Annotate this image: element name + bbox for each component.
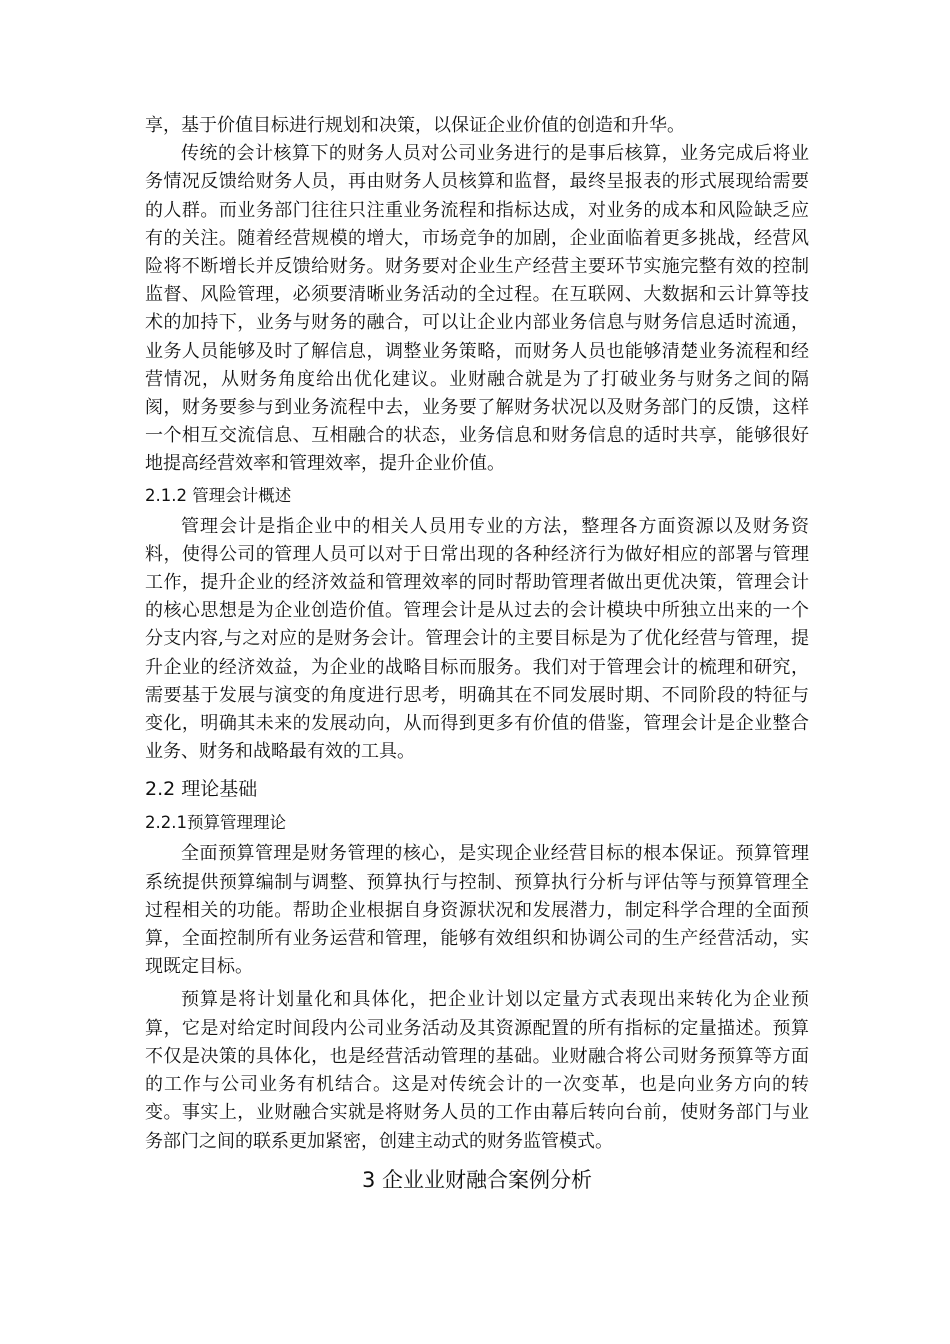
paragraph-continued: 享，基于价值目标进行规划和决策，以保证企业价值的创造和升华。	[145, 115, 685, 136]
heading-2-2: 2.2 理论基础	[145, 778, 258, 801]
paragraph-traditional-accounting: 传统的会计核算下的财务人员对公司业务进行的是事后核算，业务完成后将业务情况反馈给财务人员，再由财务人员核算和监督，最终呈报表的形式展现给需要的人群。而业务部门往往只注重业务流程和指标达成，对业务的成本和风险缺乏应有的关注。随着经营规模的增大，市场竞争的加剧，企业面临着更多挑战，经营风险将不断增长并反馈给财务。财务要对企业生产经营主要环节实施完整有效的控制监督、风险管理，必须要清晰业务活动的全过程。在互联网、大数据和云计算等技术的加持下，业务与财务的融合，可以让企业内部业务信息与财务信息适时流通，业务人员能够及时了解信息，调整业务策略，而财务人员也能够清楚业务流程和经营情况，从财务角度给出优化建议。业财融合就是为了打破业务与财务之间的隔阂，财务要参与到业务流程中去，业务要了解财务状况以及财务部门的反馈，这样一个相互交流信息、互相融合的状态，业务信息和财务信息的适时共享，能够很好地提高经营效率和管理效率，提升企业价值。	[145, 143, 809, 475]
document-page	[145, 112, 809, 1200]
paragraph-budget-definition: 预算是将计划量化和具体化，把企业计划以定量方式表现出来转化为企业预算，它是对给定时间段内公司业务活动及其资源配置的所有指标的定量描述。预算不仅是决策的具体化，也是经营活动管理的基础。业财融合将公司财务预算等方面的工作与公司业务有机结合。这是对传统会计的一次变革，也是向业务方向的转变。事实上，业财融合实就是将财务人员的工作由幕后转向台前，使财务部门与业务部门之间的联系更加紧密，创建主动式的财务监管模式。	[145, 989, 809, 1152]
paragraph-budget-management: 全面预算管理是财务管理的核心，是实现企业经营目标的根本保证。预算管理系统提供预算编制与调整、预算执行与控制、预算执行分析与评估等与预算管理全过程相关的功能。帮助企业根据自身资源状况和发展潜力，制定科学合理的全面预算，全面控制所有业务运营和管理，能够有效组织和协调公司的生产经营活动，实现既定目标。	[145, 843, 809, 978]
paragraph-management-accounting: 管理会计是指企业中的相关人员用专业的方法，整理各方面资源以及财务资料，使得公司的管理人员可以对于日常出现的各种经济行为做好相应的部署与管理工作，提升企业的经济效益和管理效率的同时帮助管理者做出更优决策，管理会计的核心思想是为企业创造价值。管理会计是从过去的会计模块中所独立出来的一个分支内容,与之对应的是财务会计。管理会计的主要目标是为了优化经营与管理，提升企业的经济效益，为企业的战略目标而服务。我们对于管理会计的梳理和研究，需要基于发展与演变的角度进行思考，明确其在不同发展时期、不同阶段的特征与变化，明确其未来的发展动向，从而得到更多有价值的借鉴，管理会计是企业整合业务、财务和战略最有效的工具。	[145, 515, 809, 763]
heading-2-1-2: 2.1.2 管理会计概述	[145, 485, 292, 505]
heading-2-2-1: 2.2.1预算管理理论	[145, 813, 286, 833]
heading-chapter-3: 3 企业业财融合案例分析	[361, 1167, 593, 1192]
